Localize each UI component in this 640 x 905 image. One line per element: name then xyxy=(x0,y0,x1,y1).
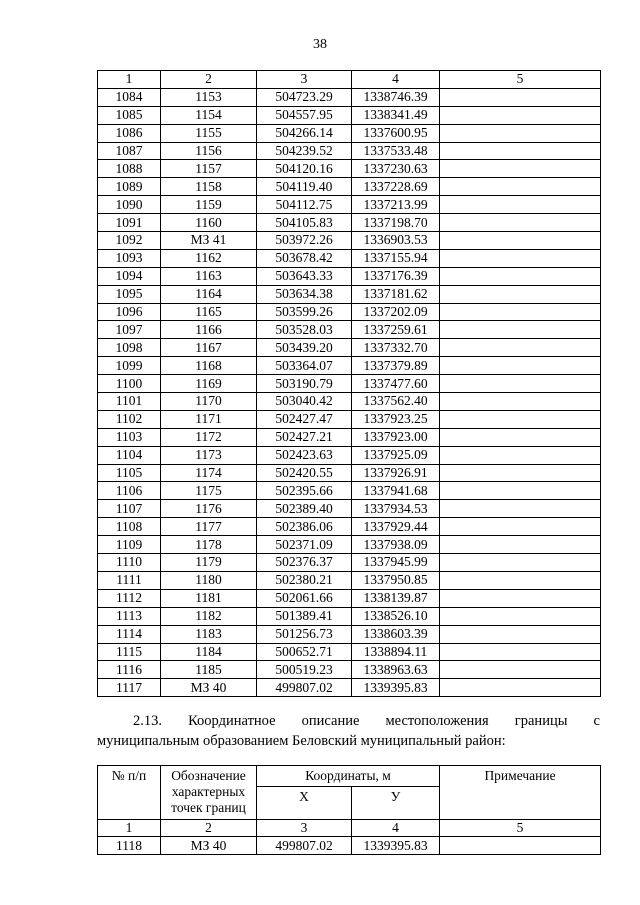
note-cell xyxy=(440,482,601,500)
point-designation-cell: 1172 xyxy=(161,428,257,446)
note-cell xyxy=(440,375,601,393)
point-designation-cell: 1168 xyxy=(161,357,257,375)
note-cell xyxy=(440,607,601,625)
row-number-cell: 1100 xyxy=(98,375,161,393)
note-cell xyxy=(440,106,601,124)
x-coordinate-cell: 502061.66 xyxy=(257,589,352,607)
y-coordinate-cell: 1336903.53 xyxy=(352,232,440,250)
row-number-cell: 1113 xyxy=(98,607,161,625)
row-number-cell: 1093 xyxy=(98,249,161,267)
table-row xyxy=(98,124,601,142)
y-coordinate-cell: 1337925.09 xyxy=(352,446,440,464)
x-coordinate-cell: 503678.42 xyxy=(257,249,352,267)
x-coordinate-cell: 503528.03 xyxy=(257,321,352,339)
row-number-cell: 1095 xyxy=(98,285,161,303)
row-number-cell: 1097 xyxy=(98,321,161,339)
point-designation-cell: 1178 xyxy=(161,536,257,554)
coordinates-table-body xyxy=(98,71,601,697)
x-coordinate-cell: 503040.42 xyxy=(257,393,352,411)
table-row xyxy=(98,518,601,536)
point-designation-cell: 1154 xyxy=(161,106,257,124)
x-coordinate-cell: 504723.29 xyxy=(257,88,352,106)
table-row xyxy=(98,357,601,375)
row-number-cell: 1106 xyxy=(98,482,161,500)
numbering-cell: 4 xyxy=(352,820,440,837)
section-heading-line1: 2.13. Координатное описание местоположения границы с xyxy=(133,713,600,729)
point-designation-cell: 1175 xyxy=(161,482,257,500)
x-coordinate-cell: 504120.16 xyxy=(257,160,352,178)
point-designation-cell: МЗ 40 xyxy=(161,679,257,697)
table-row xyxy=(98,464,601,482)
point-designation-cell: 1177 xyxy=(161,518,257,536)
boundary-table xyxy=(97,765,601,855)
point-designation-cell: 1181 xyxy=(161,589,257,607)
row-number-cell: 1111 xyxy=(98,571,161,589)
table-row xyxy=(98,393,601,411)
x-coordinate-cell: 502423.63 xyxy=(257,446,352,464)
y-coordinate-cell: 1337929.44 xyxy=(352,518,440,536)
note-cell xyxy=(440,160,601,178)
row-number-cell: 1096 xyxy=(98,303,161,321)
section-heading-line2: муниципальным образованием Беловский муниципальный район: xyxy=(97,733,506,749)
row-number-cell: 1099 xyxy=(98,357,161,375)
table-row xyxy=(98,679,601,697)
y-coordinate-cell: 1337934.53 xyxy=(352,500,440,518)
x-coordinate-cell: 501389.41 xyxy=(257,607,352,625)
point-designation-cell: 1184 xyxy=(161,643,257,661)
table-row xyxy=(98,571,601,589)
note-cell xyxy=(440,214,601,232)
x-coordinate-cell: 504266.14 xyxy=(257,124,352,142)
row-number-cell: 1091 xyxy=(98,214,161,232)
x-coordinate-cell: 502389.40 xyxy=(257,500,352,518)
x-coordinate-cell: 503599.26 xyxy=(257,303,352,321)
table-row xyxy=(98,303,601,321)
row-number-cell: 1105 xyxy=(98,464,161,482)
header-x: X xyxy=(257,787,352,820)
row-number-cell: 1114 xyxy=(98,625,161,643)
x-coordinate-cell: 502427.21 xyxy=(257,428,352,446)
y-coordinate-cell: 1337332.70 xyxy=(352,339,440,357)
note-cell xyxy=(440,267,601,285)
note-cell xyxy=(440,303,601,321)
note-cell xyxy=(440,393,601,411)
point-designation-cell: 1185 xyxy=(161,661,257,679)
note-cell xyxy=(440,142,601,160)
table-row xyxy=(98,554,601,572)
y-coordinate-cell: 1337202.09 xyxy=(352,303,440,321)
note-cell xyxy=(440,410,601,428)
note-cell xyxy=(440,124,601,142)
x-coordinate-cell: 504119.40 xyxy=(257,178,352,196)
y-coordinate-cell: 1338526.10 xyxy=(352,607,440,625)
point-designation-cell: 1165 xyxy=(161,303,257,321)
y-coordinate-cell: 1337228.69 xyxy=(352,178,440,196)
x-coordinate-cell: 500652.71 xyxy=(257,643,352,661)
x-coordinate-cell: 501256.73 xyxy=(257,625,352,643)
table-row xyxy=(98,661,601,679)
point-designation-cell: 1182 xyxy=(161,607,257,625)
numbering-cell: 5 xyxy=(440,71,601,89)
numbering-cell: 5 xyxy=(440,820,601,837)
table-row xyxy=(98,106,601,124)
y-coordinate-cell: 1338341.49 xyxy=(352,106,440,124)
table-row xyxy=(98,482,601,500)
point-designation-cell: 1179 xyxy=(161,554,257,572)
point-designation-cell: 1169 xyxy=(161,375,257,393)
point-designation-cell: 1153 xyxy=(161,88,257,106)
row-number-cell: 1101 xyxy=(98,393,161,411)
note-cell xyxy=(440,285,601,303)
note-cell xyxy=(440,232,601,250)
header-designation: Обозначение характерных точек границ xyxy=(161,766,257,820)
y-coordinate-cell: 1337926.91 xyxy=(352,464,440,482)
x-coordinate-cell: 502395.66 xyxy=(257,482,352,500)
note-cell xyxy=(440,536,601,554)
note-cell xyxy=(440,178,601,196)
point-designation-cell: 1163 xyxy=(161,267,257,285)
x-coordinate-cell: 502371.09 xyxy=(257,536,352,554)
y-coordinate-cell: 1337259.61 xyxy=(352,321,440,339)
point-designation-cell: МЗ 40 xyxy=(161,837,257,855)
x-coordinate-cell: 504112.75 xyxy=(257,196,352,214)
table-row xyxy=(98,643,601,661)
note-cell xyxy=(440,88,601,106)
y-coordinate-cell: 1337562.40 xyxy=(352,393,440,411)
table-row xyxy=(98,837,601,855)
row-number-cell: 1103 xyxy=(98,428,161,446)
point-designation-cell: 1167 xyxy=(161,339,257,357)
numbering-cell: 4 xyxy=(352,71,440,89)
row-number-cell: 1117 xyxy=(98,679,161,697)
note-cell xyxy=(440,464,601,482)
point-designation-cell: 1155 xyxy=(161,124,257,142)
table-row xyxy=(98,142,601,160)
x-coordinate-cell: 502420.55 xyxy=(257,464,352,482)
coordinates-table xyxy=(97,70,601,697)
point-designation-cell: 1159 xyxy=(161,196,257,214)
note-cell xyxy=(440,321,601,339)
y-coordinate-cell: 1337938.09 xyxy=(352,536,440,554)
row-number-cell: 1118 xyxy=(98,837,161,855)
y-coordinate-cell: 1337945.99 xyxy=(352,554,440,572)
table-row xyxy=(98,321,601,339)
x-coordinate-cell: 502380.21 xyxy=(257,571,352,589)
x-coordinate-cell: 502427.47 xyxy=(257,410,352,428)
header-coordinates: Координаты, м xyxy=(257,766,440,787)
row-number-cell: 1116 xyxy=(98,661,161,679)
row-number-cell: 1110 xyxy=(98,554,161,572)
x-coordinate-cell: 500519.23 xyxy=(257,661,352,679)
y-coordinate-cell: 1337213.99 xyxy=(352,196,440,214)
point-designation-cell: 1183 xyxy=(161,625,257,643)
note-cell xyxy=(440,589,601,607)
row-number-cell: 1090 xyxy=(98,196,161,214)
note-cell xyxy=(440,625,601,643)
note-cell xyxy=(440,500,601,518)
table-row xyxy=(98,178,601,196)
y-coordinate-cell: 1337477.60 xyxy=(352,375,440,393)
row-number-cell: 1112 xyxy=(98,589,161,607)
numbering-cell: 3 xyxy=(257,71,352,89)
row-number-cell: 1109 xyxy=(98,536,161,554)
point-designation-cell: 1171 xyxy=(161,410,257,428)
y-coordinate-cell: 1339395.83 xyxy=(352,679,440,697)
point-designation-cell: 1160 xyxy=(161,214,257,232)
note-cell xyxy=(440,679,601,697)
row-number-cell: 1115 xyxy=(98,643,161,661)
row-number-cell: 1089 xyxy=(98,178,161,196)
numbering-cell: 2 xyxy=(161,71,257,89)
x-coordinate-cell: 504239.52 xyxy=(257,142,352,160)
table-row xyxy=(98,536,601,554)
point-designation-cell: 1176 xyxy=(161,500,257,518)
x-coordinate-cell: 503643.33 xyxy=(257,267,352,285)
header-num: № п/п xyxy=(98,766,161,820)
row-number-cell: 1092 xyxy=(98,232,161,250)
table-row xyxy=(98,375,601,393)
table-row xyxy=(98,88,601,106)
y-coordinate-cell: 1338139.87 xyxy=(352,589,440,607)
note-cell xyxy=(440,446,601,464)
page-number: 38 xyxy=(313,37,327,52)
row-number-cell: 1094 xyxy=(98,267,161,285)
y-coordinate-cell: 1339395.83 xyxy=(352,837,440,855)
table-row xyxy=(98,410,601,428)
y-coordinate-cell: 1337533.48 xyxy=(352,142,440,160)
x-coordinate-cell: 503634.38 xyxy=(257,285,352,303)
row-number-cell: 1107 xyxy=(98,500,161,518)
table-row xyxy=(98,249,601,267)
table-row xyxy=(98,267,601,285)
x-coordinate-cell: 502386.06 xyxy=(257,518,352,536)
point-designation-cell: 1158 xyxy=(161,178,257,196)
x-coordinate-cell: 503364.07 xyxy=(257,357,352,375)
row-number-cell: 1085 xyxy=(98,106,161,124)
point-designation-cell: 1174 xyxy=(161,464,257,482)
table-row xyxy=(98,625,601,643)
point-designation-cell: 1180 xyxy=(161,571,257,589)
header-y: У xyxy=(352,787,440,820)
point-designation-cell: 1157 xyxy=(161,160,257,178)
note-cell xyxy=(440,837,601,855)
header-note: Примечание xyxy=(440,766,601,820)
y-coordinate-cell: 1337176.39 xyxy=(352,267,440,285)
note-cell xyxy=(440,339,601,357)
row-number-cell: 1108 xyxy=(98,518,161,536)
table-row xyxy=(98,339,601,357)
point-designation-cell: 1162 xyxy=(161,249,257,267)
row-number-cell: 1088 xyxy=(98,160,161,178)
y-coordinate-cell: 1338894.11 xyxy=(352,643,440,661)
y-coordinate-cell: 1338603.39 xyxy=(352,625,440,643)
y-coordinate-cell: 1337600.95 xyxy=(352,124,440,142)
x-coordinate-cell: 502376.37 xyxy=(257,554,352,572)
numbering-cell: 1 xyxy=(98,820,161,837)
boundary-table-numbering-row xyxy=(98,820,601,837)
y-coordinate-cell: 1337181.62 xyxy=(352,285,440,303)
boundary-table-header-row xyxy=(98,766,601,787)
y-coordinate-cell: 1337230.63 xyxy=(352,160,440,178)
x-coordinate-cell: 504557.95 xyxy=(257,106,352,124)
note-cell xyxy=(440,571,601,589)
point-designation-cell: МЗ 41 xyxy=(161,232,257,250)
numbering-cell: 1 xyxy=(98,71,161,89)
table-row xyxy=(98,589,601,607)
table-row xyxy=(98,500,601,518)
table-row xyxy=(98,446,601,464)
note-cell xyxy=(440,661,601,679)
y-coordinate-cell: 1338746.39 xyxy=(352,88,440,106)
point-designation-cell: 1156 xyxy=(161,142,257,160)
point-designation-cell: 1173 xyxy=(161,446,257,464)
note-cell xyxy=(440,249,601,267)
table-row xyxy=(98,232,601,250)
point-designation-cell: 1166 xyxy=(161,321,257,339)
y-coordinate-cell: 1337923.00 xyxy=(352,428,440,446)
x-coordinate-cell: 503972.26 xyxy=(257,232,352,250)
numbering-cell: 3 xyxy=(257,820,352,837)
row-number-cell: 1086 xyxy=(98,124,161,142)
note-cell xyxy=(440,643,601,661)
x-coordinate-cell: 503439.20 xyxy=(257,339,352,357)
point-designation-cell: 1164 xyxy=(161,285,257,303)
coordinates-table-numbering-row xyxy=(98,71,601,89)
note-cell xyxy=(440,518,601,536)
y-coordinate-cell: 1338963.63 xyxy=(352,661,440,679)
y-coordinate-cell: 1337923.25 xyxy=(352,410,440,428)
table-row xyxy=(98,160,601,178)
row-number-cell: 1098 xyxy=(98,339,161,357)
note-cell xyxy=(440,357,601,375)
row-number-cell: 1104 xyxy=(98,446,161,464)
note-cell xyxy=(440,554,601,572)
x-coordinate-cell: 499807.02 xyxy=(257,837,352,855)
y-coordinate-cell: 1337379.89 xyxy=(352,357,440,375)
note-cell xyxy=(440,428,601,446)
y-coordinate-cell: 1337941.68 xyxy=(352,482,440,500)
x-coordinate-cell: 503190.79 xyxy=(257,375,352,393)
table-row xyxy=(98,214,601,232)
y-coordinate-cell: 1337155.94 xyxy=(352,249,440,267)
table-row xyxy=(98,285,601,303)
point-designation-cell: 1170 xyxy=(161,393,257,411)
numbering-cell: 2 xyxy=(161,820,257,837)
y-coordinate-cell: 1337950.85 xyxy=(352,571,440,589)
note-cell xyxy=(440,196,601,214)
table-row xyxy=(98,428,601,446)
table-row xyxy=(98,196,601,214)
row-number-cell: 1102 xyxy=(98,410,161,428)
x-coordinate-cell: 499807.02 xyxy=(257,679,352,697)
row-number-cell: 1087 xyxy=(98,142,161,160)
x-coordinate-cell: 504105.83 xyxy=(257,214,352,232)
y-coordinate-cell: 1337198.70 xyxy=(352,214,440,232)
row-number-cell: 1084 xyxy=(98,88,161,106)
table-row xyxy=(98,607,601,625)
